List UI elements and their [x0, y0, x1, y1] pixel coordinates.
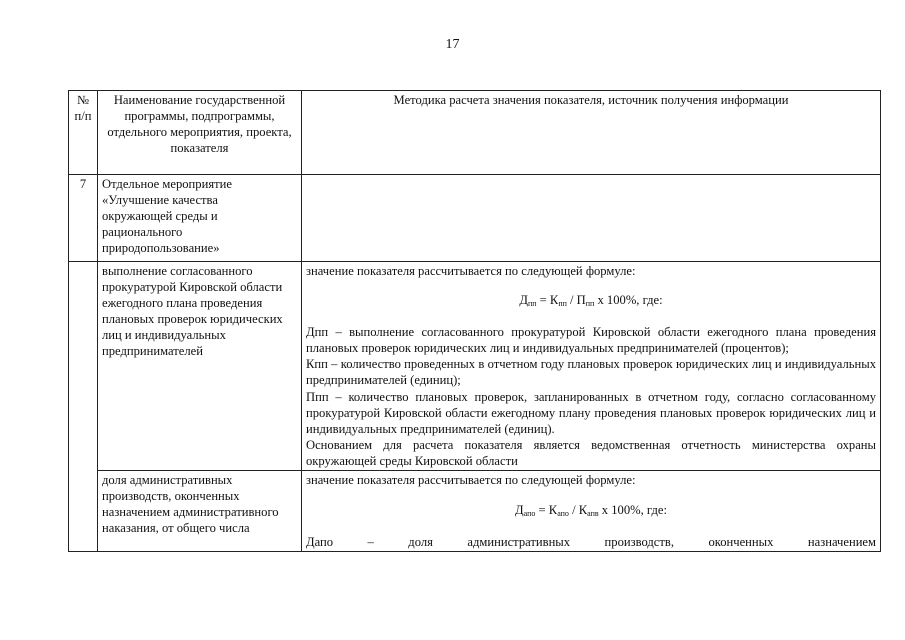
- indicator1-formula: $Д_{пп} = К_{пп} / П_{пп}$ x 100%, где:: [519, 293, 663, 309]
- indicator1-definition-p: Ппп – количество плановых проверок, запланированных в отчетном году, согласно согласованному прокуратурой Кировской области ежегодному плану проведения плановых проверок юридических лиц и индивидуальных предпринимателей (единиц).: [306, 389, 876, 436]
- table-header-row: [69, 91, 881, 175]
- indicator1-definition-d: Дпп – выполнение согласованного прокуратурой Кировской области ежегодного плана проведения плановых проверок юридических лиц и индивидуальных предпринимателей (процентов);: [306, 325, 876, 356]
- indicator1-intro: значение показателя рассчитывается по следующей формуле:: [306, 264, 636, 278]
- row-indicator2-method: [302, 471, 881, 552]
- indicator1-definition-k: Кпп – количество проведенных в отчетном году плановых проверок юридических лиц и индивидуальных предпринимателей (единиц);: [306, 357, 876, 388]
- header-number: [69, 91, 98, 175]
- page-number: 17: [445, 37, 460, 52]
- event-name: Отдельное мероприятие «Улучшение качества окружающей среды и рационального природопользование»: [102, 177, 232, 256]
- row-event-method: [302, 175, 881, 262]
- indicator2-formula: $Д_{апо} = К_{апо} / К_{апв}$ x 100%, где:: [515, 503, 667, 519]
- indicator1-source: Основанием для расчета показателя является ведомственная отчетность министерства охраны окружающей среды Кировской области: [306, 437, 876, 468]
- header-name-label: Наименование государственной программы, подпрограммы, отдельного мероприятия, проекта, показателя: [107, 93, 292, 156]
- indicator2-name: доля административных производств, оконченных назначением административного наказания, от общего числа: [102, 473, 279, 536]
- header-number-label: № п/п: [74, 93, 92, 124]
- row-indicator1-number: [69, 262, 98, 471]
- header-method-label: Методика расчета значения показателя, источник получения информации: [393, 93, 789, 107]
- header-method: [302, 91, 881, 175]
- indicator2-definition-d: Дапо – доля административных производств, оконченных назначением: [306, 535, 876, 550]
- row-event-number: [69, 175, 98, 262]
- table-row: [69, 471, 881, 552]
- row-event-name: [98, 175, 302, 262]
- row-indicator1-name: [98, 262, 302, 471]
- methodology-table: [68, 90, 881, 552]
- event-number: 7: [79, 177, 87, 191]
- indicator1-name: выполнение согласованного прокуратурой Кировской области ежегодного плана проведения плановых проверок юридических лиц и индивидуальных предпринимателей: [102, 264, 283, 359]
- row-indicator1-method: [302, 262, 881, 471]
- row-indicator2-name: [98, 471, 302, 552]
- table-row: [69, 262, 881, 471]
- indicator2-intro: значение показателя рассчитывается по следующей формуле:: [306, 473, 636, 488]
- row-indicator2-number: [69, 471, 98, 552]
- table-row: [69, 175, 881, 262]
- header-name: [98, 91, 302, 175]
